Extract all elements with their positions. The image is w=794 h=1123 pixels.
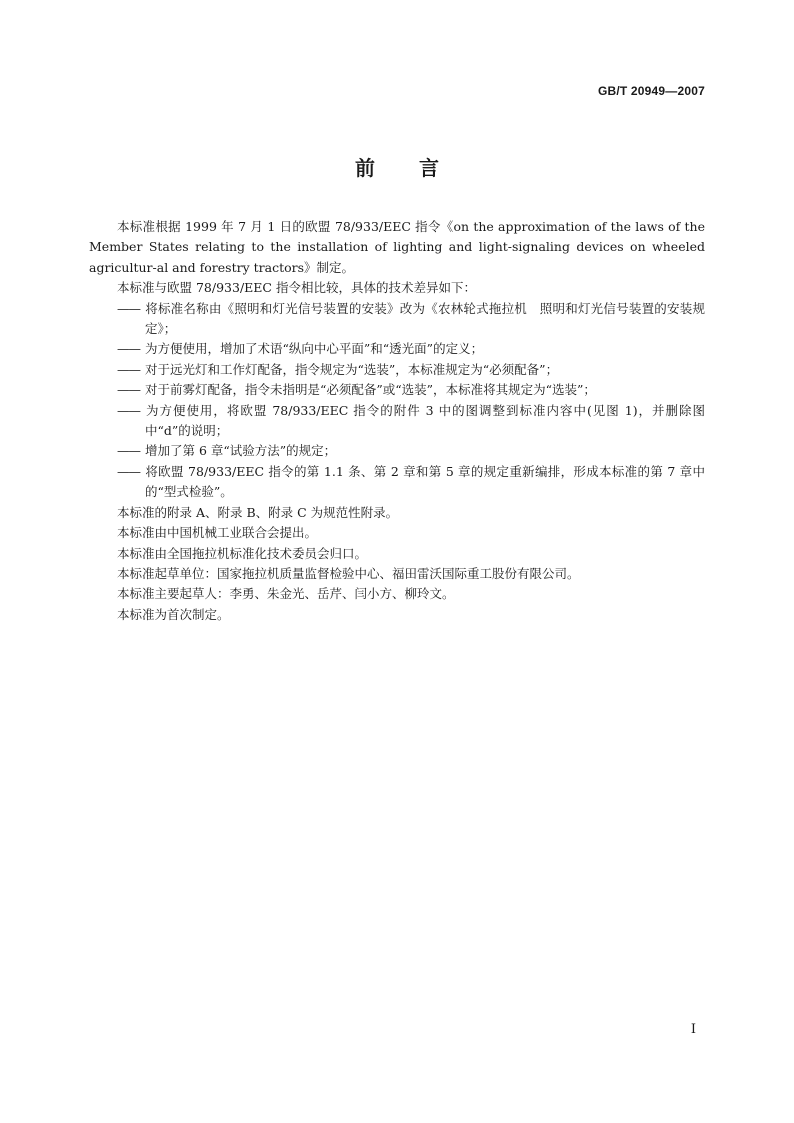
difference-item-text: 对于远光灯和工作灯配备，指令规定为“选装”，本标准规定为“必须配备”； — [145, 361, 559, 377]
difference-item-text: 对于前雾灯配备，指令未指明是“必须配备”或“选装”，本标准将其规定为“选装”； — [145, 382, 596, 398]
appendix-statement: 本标准的附录 A、附录 B、附录 C 为规范性附录。 — [117, 504, 399, 520]
dash-marker: —— — [117, 382, 140, 398]
dash-marker: —— — [117, 463, 140, 479]
difference-item-text: 增加了第 6 章“试验方法”的规定； — [145, 443, 337, 459]
proposer-statement: 本标准由中国机械工业联合会提出。 — [117, 525, 318, 541]
difference-item — [89, 360, 705, 380]
dash-marker: —— — [117, 361, 140, 377]
difference-item — [89, 339, 705, 359]
drafting-units-statement: 本标准起草单位：国家拖拉机质量监督检验中心、福田雷沃国际重工股份有限公司。 — [117, 565, 580, 581]
intro-paragraph-differences: 本标准与欧盟 78/933/EEC 指令相比较，具体的技术差异如下： — [117, 280, 476, 296]
foreword-body — [89, 217, 705, 625]
dash-marker: —— — [117, 402, 140, 418]
difference-item-text: 为方便使用，将欧盟 78/933/EEC 指令的附件 3 中的图调整到标准内容中(见图 1)，并删除图中“d”的说明； — [145, 402, 705, 439]
difference-item-text: 将标准名称由《照明和灯光信号装置的安装》改为《农林轮式拖拉机 照明和灯光信号装置的安装规定》； — [145, 300, 705, 337]
committee-statement: 本标准由全国拖拉机标准化技术委员会归口。 — [117, 545, 368, 561]
intro-paragraph-source: 本标准根据 1999 年 7 月 1 日的欧盟 78/933/EEC 指令《on the approximation of the laws of the Member States relating to the installation of lighting and light-signaling devices on wheeled agricultur-al and forestry tractors》制定。 — [89, 219, 705, 275]
page-number: I — [690, 1022, 696, 1037]
difference-item — [89, 462, 705, 503]
difference-item — [89, 299, 705, 340]
dash-marker: —— — [117, 300, 140, 316]
first-edition-statement: 本标准为首次制定。 — [117, 606, 230, 622]
drafters-statement: 本标准主要起草人：李勇、朱金光、岳芹、闫小方、柳玲文。 — [117, 586, 455, 602]
difference-item — [89, 380, 705, 400]
standard-code: GB/T 20949—2007 — [597, 84, 705, 98]
difference-item — [89, 401, 705, 442]
difference-item — [89, 441, 705, 461]
page-title: 前言 — [355, 156, 483, 180]
difference-item-text: 为方便使用，增加了术语“纵向中心平面”和“透光面”的定义； — [145, 341, 484, 357]
dash-marker: —— — [117, 341, 140, 357]
dash-marker: —— — [117, 443, 140, 459]
difference-item-text: 将欧盟 78/933/EEC 指令的第 1.1 条、第 2 章和第 5 章的规定重新编排，形成本标准的第 7 章中的“型式检验”。 — [145, 463, 705, 500]
